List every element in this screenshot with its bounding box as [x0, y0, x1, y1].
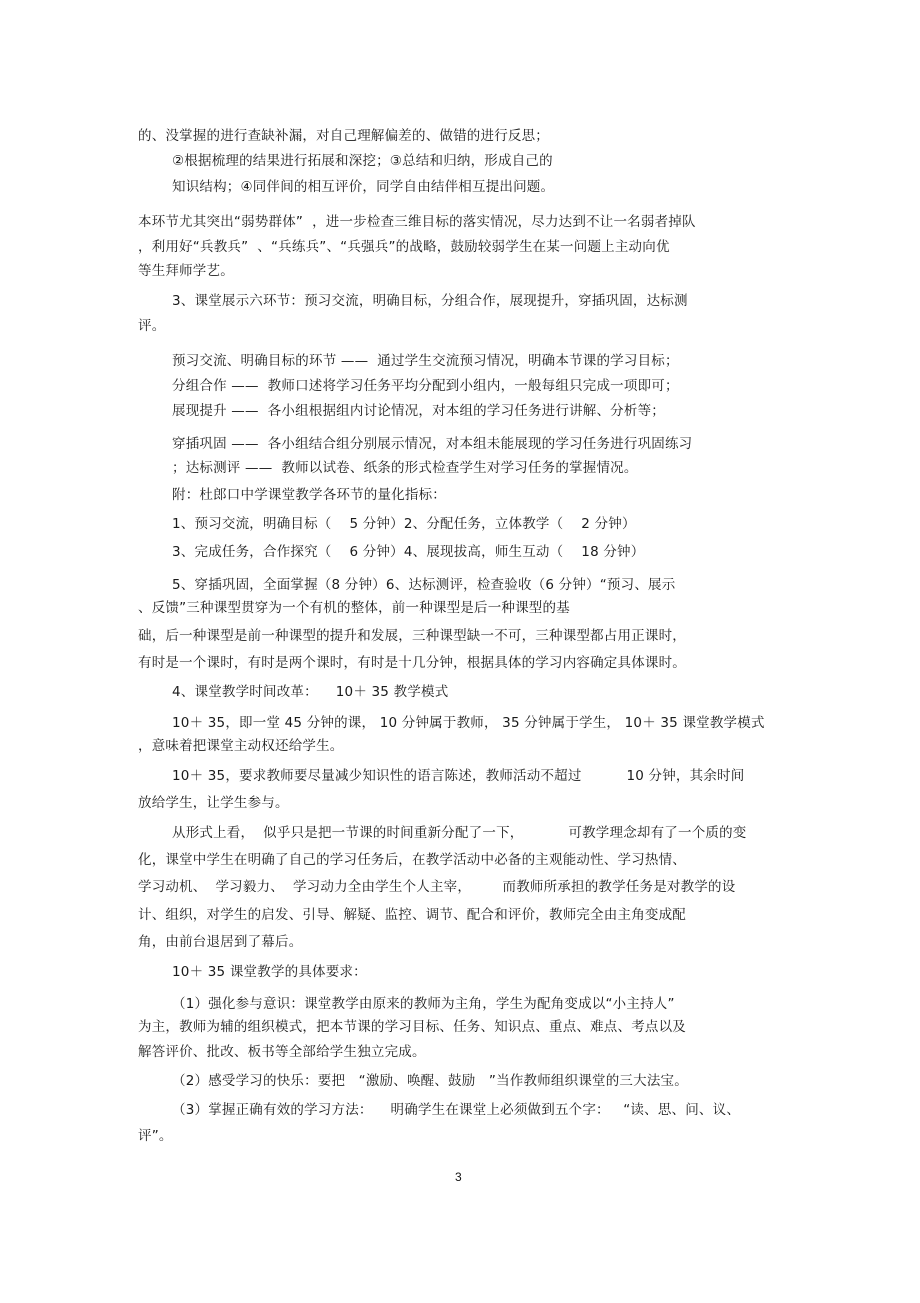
text-line: 4、课堂教学时间改革： 10＋ 35 教学模式	[172, 684, 449, 700]
text-line: 解答评价、批改、板书等全部给学生独立完成。	[138, 1044, 426, 1060]
text-line: （2）感受学习的快乐：要把 “激励、唤醒、鼓励 ”当作教师组织课堂的三大法宝。	[172, 1073, 688, 1089]
text-line: 3、完成任务，合作探究（ 6 分钟）4、展现拔高，师生互动（ 18 分钟）	[172, 544, 645, 560]
page-number: 3	[455, 1170, 462, 1184]
text-line: ②根据梳理的结果进行拓展和深挖；③总结和归纳，形成自己的	[172, 153, 553, 169]
text-line: 知识结构；④同伴间的相互评价，同学自由结伴相互提出问题。	[172, 179, 555, 195]
text-line: 角，由前台退居到了幕后。	[138, 934, 303, 950]
text-line: ；达标测评 —— 教师以试卷、纸条的形式检查学生对学习任务的掌握情况。	[172, 460, 638, 476]
text-line: 、反馈”三种课型贯穿为一个有机的整体，前一种课型是后一种课型的基	[138, 600, 570, 616]
text-line: 从形式上看， 似乎只是把一节课的时间重新分配了一下， 可教学理念却有了一个质的变	[172, 825, 747, 841]
text-line: （3）掌握正确有效的学习方法： 明确学生在课堂上必须做到五个字： “读、思、问、议、	[172, 1102, 741, 1118]
text-line: 5、穿插巩固，全面掌握（8 分钟）6、达标测评，检查验收（6 分钟）“预习、展示	[172, 577, 676, 593]
text-line: 1、预习交流，明确目标（ 5 分钟）2、分配任务，立体教学（ 2 分钟）	[172, 516, 636, 532]
text-line: 有时是一个课时，有时是两个课时，有时是十几分钟，根据具体的学习内容确定具体课时。	[138, 655, 686, 671]
text-line: 分组合作 —— 教师口述将学习任务平均分配到小组内，一般每组只完成一项即可；	[172, 378, 679, 394]
text-line: 化，课堂中学生在明确了自己的学习任务后，在教学活动中必备的主观能动性、学习热情、	[138, 852, 686, 868]
text-line: 评”。	[138, 1128, 173, 1144]
text-line: 展现提升 —— 各小组根据组内讨论情况，对本组的学习任务进行讲解、分析等；	[172, 403, 665, 419]
text-line: 预习交流、明确目标的环节 —— 通过学生交流预习情况，明确本节课的学习目标；	[172, 353, 679, 369]
text-line: 等生拜师学艺。	[138, 263, 234, 279]
text-line: ，意味着把课堂主动权还给学生。	[138, 738, 344, 754]
text-line: 10＋ 35，即一堂 45 分钟的课， 10 分钟属于教师， 35 分钟属于学生， 10＋ 35 课堂教学模式	[172, 715, 765, 731]
text-line: 的、没掌握的进行查缺补漏，对自己理解偏差的、做错的进行反思；	[138, 128, 549, 144]
text-line: ，利用好“兵教兵” 、“兵练兵”、“兵强兵”的战略，鼓励较弱学生在某一问题上主动向优	[138, 239, 670, 255]
text-line: 础，后一种课型是前一种课型的提升和发展，三种课型缺一不可，三种课型都占用正课时，	[138, 628, 686, 644]
text-line: 3、课堂展示六环节：预习交流，明确目标，分组合作，展现提升，穿插巩固，达标测	[172, 293, 688, 309]
text-line: 为主，教师为辅的组织模式，把本节课的学习目标、任务、知识点、重点、难点、考点以及	[138, 1019, 686, 1035]
text-line: 放给学生，让学生参与。	[138, 795, 289, 811]
text-line: 评。	[138, 318, 166, 334]
text-line: 计、组织，对学生的启发、引导、解疑、监控、调节、配合和评价，教师完全由主角变成配	[138, 907, 686, 923]
text-line: 学习动机、 学习毅力、 学习动力全由学生个人主宰， 而教师所承担的教学任务是对教学的设	[138, 879, 736, 895]
text-line: 10＋ 35，要求教师要尽量减少知识性的语言陈述，教师活动不超过 10 分钟，其余时间	[172, 768, 745, 784]
text-line: 附：杜郎口中学课堂教学各环节的量化指标：	[172, 487, 446, 503]
text-line: 10＋ 35 课堂教学的具体要求：	[172, 964, 367, 980]
text-line: 本环节尤其突出“弱势群体” ，进一步检查三维目标的落实情况，尽力达到不让一名弱者掉队	[138, 214, 696, 230]
text-line: （1）强化参与意识：课堂教学由原来的教师为主角，学生为配角变成以“小主持人”	[172, 996, 675, 1012]
text-line: 穿插巩固 —— 各小组结合组分别展示情况，对本组未能展现的学习任务进行巩固练习	[172, 436, 693, 452]
